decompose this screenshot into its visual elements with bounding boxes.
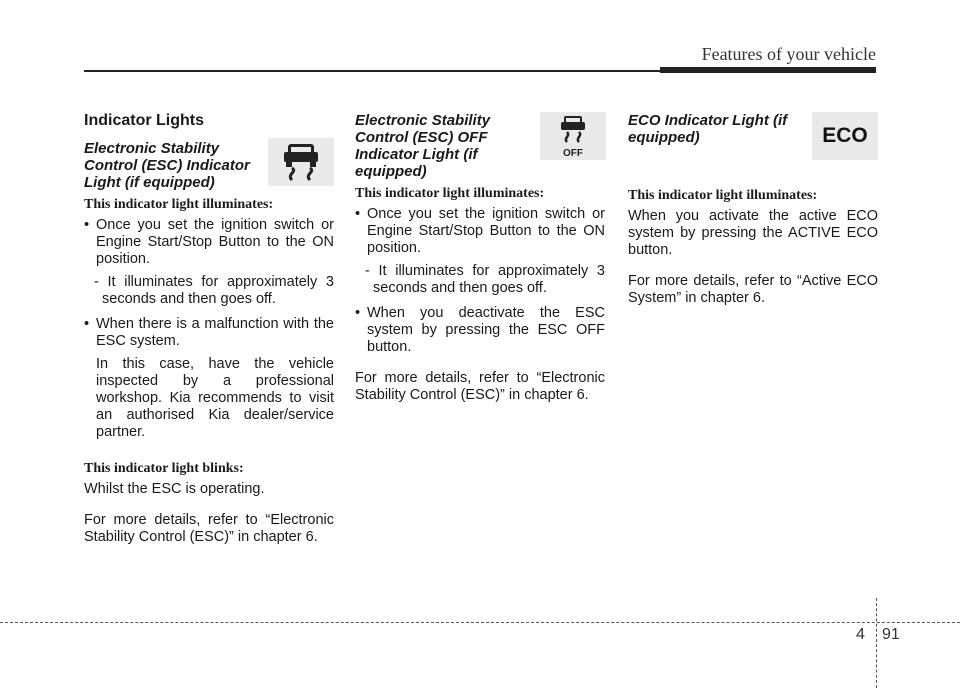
bullet-item [355, 305, 605, 356]
bullet-item [355, 206, 605, 257]
bullet-dot: • [355, 305, 361, 321]
section-title: Indicator Lights [84, 112, 204, 129]
blinks-heading: This indicator light blinks: [84, 461, 244, 476]
bullet-dot: • [355, 206, 361, 222]
dash-item: - It illuminates for approximately 3 seconds and then goes off. [94, 274, 334, 307]
chapter-number: 4 [856, 626, 865, 643]
bullet-text: When there is a malfunction with the ESC system. [96, 316, 334, 349]
bullet-item [84, 316, 334, 350]
illuminates-heading: This indicator light illuminates: [84, 197, 274, 212]
reference-text: For more details, refer to “Electronic Stability Control (ESC)” in chapter 6. [355, 370, 605, 403]
eco-label: ECO [822, 124, 868, 147]
esc-off-label: OFF [563, 148, 583, 159]
bullet-continuation: In this case, have the vehicle inspected by a professional workshop. Kia recommends to visit an authorised Kia dealer/service partner. [96, 356, 334, 440]
esc-indicator-subtitle: Electronic Stability Control (ESC) Indicator Light (if equipped) [84, 140, 250, 191]
illuminates-heading: This indicator light illuminates: [355, 186, 545, 201]
header-title: Features of your vehicle [701, 44, 876, 64]
bullet-text: When you deactivate the ESC system by pressing the ESC OFF button. [367, 305, 605, 355]
bullet-item [84, 217, 334, 268]
dash-item: - It illuminates for approximately 3 seconds and then goes off. [365, 263, 605, 296]
footer-vertical-divider [876, 598, 877, 688]
esc-off-subtitle: Electronic Stability Control (ESC) OFF Indicator Light (if equipped) [355, 112, 491, 180]
bullet-dot: • [84, 316, 90, 332]
reference-text: For more details, refer to “Electronic Stability Control (ESC)” in chapter 6. [84, 512, 334, 545]
footer-divider [0, 622, 960, 623]
header-rule-accent [660, 67, 876, 73]
blink-text: Whilst the ESC is operating. [84, 481, 265, 497]
eco-body-text: When you activate the active ECO system by pressing the ACTIVE ECO button. [628, 208, 878, 258]
eco-text-icon [812, 112, 878, 160]
bullet-dot: • [84, 217, 90, 233]
reference-text: For more details, refer to “Active ECO System” in chapter 6. [628, 273, 878, 306]
esc-skid-car-icon [268, 138, 334, 186]
illuminates-heading: This indicator light illuminates: [628, 188, 818, 203]
eco-subtitle: ECO Indicator Light (if equipped) [628, 112, 788, 146]
esc-off-skid-car-icon [540, 112, 606, 160]
bullet-text: Once you set the ignition switch or Engine Start/Stop Button to the ON position. [367, 206, 605, 256]
bullet-text: Once you set the ignition switch or Engine Start/Stop Button to the ON position. [96, 217, 334, 267]
page-number: 91 [882, 626, 900, 643]
